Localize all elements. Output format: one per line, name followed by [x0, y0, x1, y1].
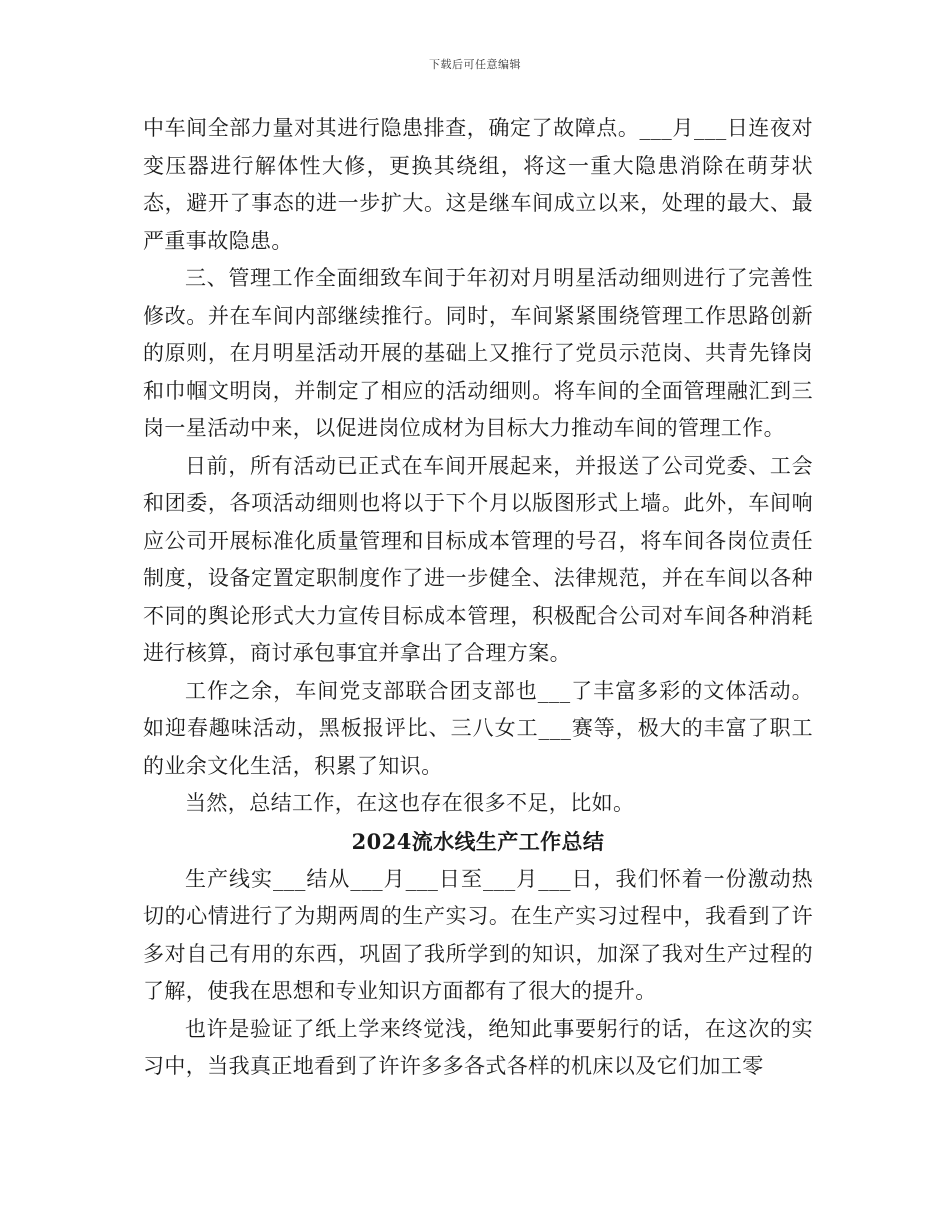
paragraph-5: 当然，总结工作，在这也存在很多不足，比如。 — [185, 791, 635, 815]
paragraph-1: 中车间全部力量对其进行隐患排查，确定了故障点。___月___日连夜对变压器进行解体性大修，更换其绕组，将这一重大隐患消除在萌芽状态，避开了事态的进一步扩大。这是继车间成立以来，处理的最大、最严重事故隐患。 — [143, 116, 813, 253]
body-text — [143, 110, 813, 1086]
paragraph-3: 日前，所有活动已正式在车间开展起来，并报送了公司党委、工会和团委，各项活动细则也将以于下个月以版图形式上墙。此外，车间响应公司开展标准化质量管理和目标成本管理的号召，将车间各岗位责任制度，设备定置定职制度作了进一步健全、法律规范，并在车间以各种不同的舆论形式大力宣传目标成本管理，积极配合公司对车间各种消耗进行核算，商讨承包事宜并拿出了合理方案。 — [143, 453, 813, 665]
paragraph-2: 三、管理工作全面细致车间于年初对月明星活动细则进行了完善性修改。并在车间内部继续推行。同时，车间紧紧围绕管理工作思路创新的原则，在月明星活动开展的基础上又推行了党员示范岗、共青先锋岗和巾帼文明岗，并制定了相应的活动细则。将车间的全面管理融汇到三岗一星活动中来，以促进岗位成材为目标大力推动车间的管理工作。 — [143, 266, 813, 440]
paragraph-7: 也许是验证了纸上学来终觉浅，绝知此事要躬行的话，在这次的实习中，当我真正地看到了许许多多各式各样的机床以及它们加工零 — [143, 1016, 813, 1078]
header-note: 下载后可任意编辑 — [429, 58, 521, 71]
paragraph-6: 生产线实___结从___月___日至___月___日，我们怀着一份激动热切的心情进行了为期两周的生产实习。在生产实习过程中，我看到了许多对自己有用的东西，巩固了我所学到的知识，加深了我对生产过程的了解，使我在思想和专业知识方面都有了很大的提升。 — [143, 866, 813, 1003]
section-title: 2024流水线生产工作总结 — [351, 828, 605, 854]
paragraph-4: 工作之余，车间党支部联合团支部也___了丰富多彩的文体活动。如迎春趣味活动，黑板报评比、三八女工___赛等，极大的丰富了职工的业余文化生活，积累了知识。 — [143, 678, 813, 778]
